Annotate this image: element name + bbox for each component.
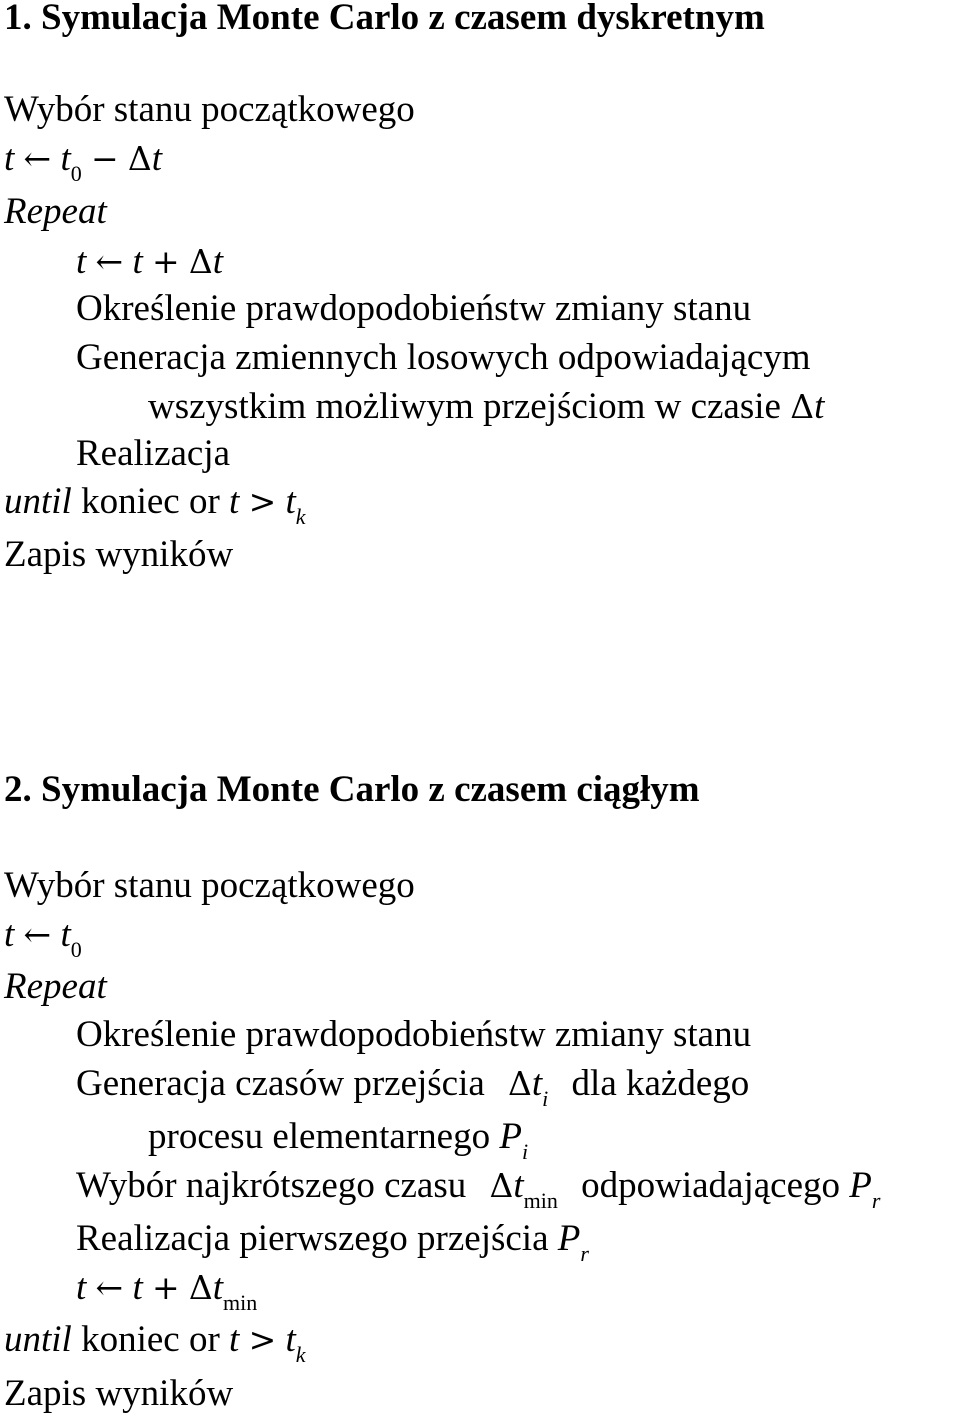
delta-symbol: Δ xyxy=(188,1268,213,1307)
plus-symbol: + xyxy=(151,242,180,281)
var-t: t xyxy=(4,138,15,179)
var-p: P xyxy=(557,1218,581,1259)
var-t: t xyxy=(212,241,223,282)
var-t: t xyxy=(76,1267,87,1308)
var-t: t xyxy=(285,481,296,522)
text: Wybór najkrótszego czasu xyxy=(76,1165,467,1206)
init-step: Wybór stanu początkowego xyxy=(4,865,415,906)
subscript: 0 xyxy=(70,161,82,186)
equation-init-time xyxy=(4,137,162,185)
var-t: t xyxy=(60,138,71,179)
subscript: 0 xyxy=(70,937,82,962)
subscript: r xyxy=(580,1241,589,1266)
text: odpowiadającego xyxy=(581,1165,840,1206)
var-p: P xyxy=(499,1116,522,1157)
text: dla każdego xyxy=(571,1063,750,1104)
step-generate-times-cont xyxy=(148,1115,528,1163)
assign-arrow-symbol: ← xyxy=(95,1268,124,1307)
delta-symbol: Δ xyxy=(790,387,815,426)
until-keyword: until xyxy=(4,1319,72,1360)
delta-symbol: Δ xyxy=(188,242,213,281)
var-t: t xyxy=(285,1319,296,1360)
condition-text: koniec or xyxy=(81,481,220,522)
subscript: min xyxy=(523,1188,558,1213)
step-realization: Realizacja xyxy=(76,433,231,474)
delta-symbol: Δ xyxy=(489,1166,514,1205)
repeat-keyword: Repeat xyxy=(4,966,107,1007)
repeat-keyword: Repeat xyxy=(4,191,107,232)
delta-symbol: Δ xyxy=(127,139,152,178)
step-probabilities: Określenie prawdopodobieństw zmiany stanu xyxy=(76,1014,752,1055)
equation-time-update xyxy=(76,1266,257,1314)
greater-than-symbol: > xyxy=(248,1320,277,1359)
var-t: t xyxy=(229,481,240,522)
equation-time-step xyxy=(76,240,223,284)
delta-symbol: Δ xyxy=(508,1064,532,1103)
save-results: Zapis wyników xyxy=(4,1373,234,1414)
step-probabilities: Określenie prawdopodobieństw zmiany stanu xyxy=(76,288,752,329)
var-t: t xyxy=(513,1165,524,1206)
var-p: P xyxy=(849,1165,872,1206)
section-1-title: 1. Symulacja Monte Carlo z czasem dyskretnym xyxy=(4,0,765,38)
var-t: t xyxy=(76,241,87,282)
assign-arrow-symbol: ← xyxy=(23,139,52,178)
subscript: k xyxy=(295,1342,306,1367)
var-t: t xyxy=(4,914,15,955)
step-select-min xyxy=(76,1164,880,1212)
var-t: t xyxy=(814,386,825,427)
subscript: i xyxy=(521,1139,529,1164)
assign-arrow-symbol: ← xyxy=(23,915,52,954)
text: Generacja czasów przejścia xyxy=(76,1063,485,1104)
step-generate-random: Generacja zmiennych losowych odpowiadającym xyxy=(76,337,811,378)
subscript: i xyxy=(542,1086,549,1111)
var-t: t xyxy=(151,138,162,179)
var-t: t xyxy=(132,241,143,282)
until-condition xyxy=(4,480,306,528)
until-keyword: until xyxy=(4,481,72,522)
var-t: t xyxy=(212,1267,223,1308)
step-realize-first xyxy=(76,1217,589,1265)
assign-arrow-symbol: ← xyxy=(95,242,124,281)
var-t: t xyxy=(60,914,71,955)
section-2-title: 2. Symulacja Monte Carlo z czasem ciągłym xyxy=(4,769,700,810)
text: Realizacja pierwszego przejścia xyxy=(76,1218,549,1259)
var-t: t xyxy=(132,1267,143,1308)
var-t: t xyxy=(229,1319,240,1360)
subscript: k xyxy=(295,504,306,529)
var-t: t xyxy=(531,1063,543,1104)
greater-than-symbol: > xyxy=(248,482,277,521)
text: procesu elementarnego xyxy=(148,1116,491,1157)
save-results: Zapis wyników xyxy=(4,534,234,575)
plus-symbol: + xyxy=(151,1268,180,1307)
init-step: Wybór stanu początkowego xyxy=(4,89,415,130)
step-generate-times xyxy=(76,1062,749,1110)
minus-symbol: − xyxy=(90,139,119,178)
condition-text: koniec or xyxy=(81,1319,220,1360)
equation-init-time xyxy=(4,913,82,961)
step-generate-random-cont xyxy=(148,385,824,429)
subscript: r xyxy=(871,1188,881,1213)
text: wszystkim możliwym przejściom w czasie xyxy=(148,386,781,427)
subscript: min xyxy=(223,1290,258,1315)
until-condition xyxy=(4,1318,306,1366)
